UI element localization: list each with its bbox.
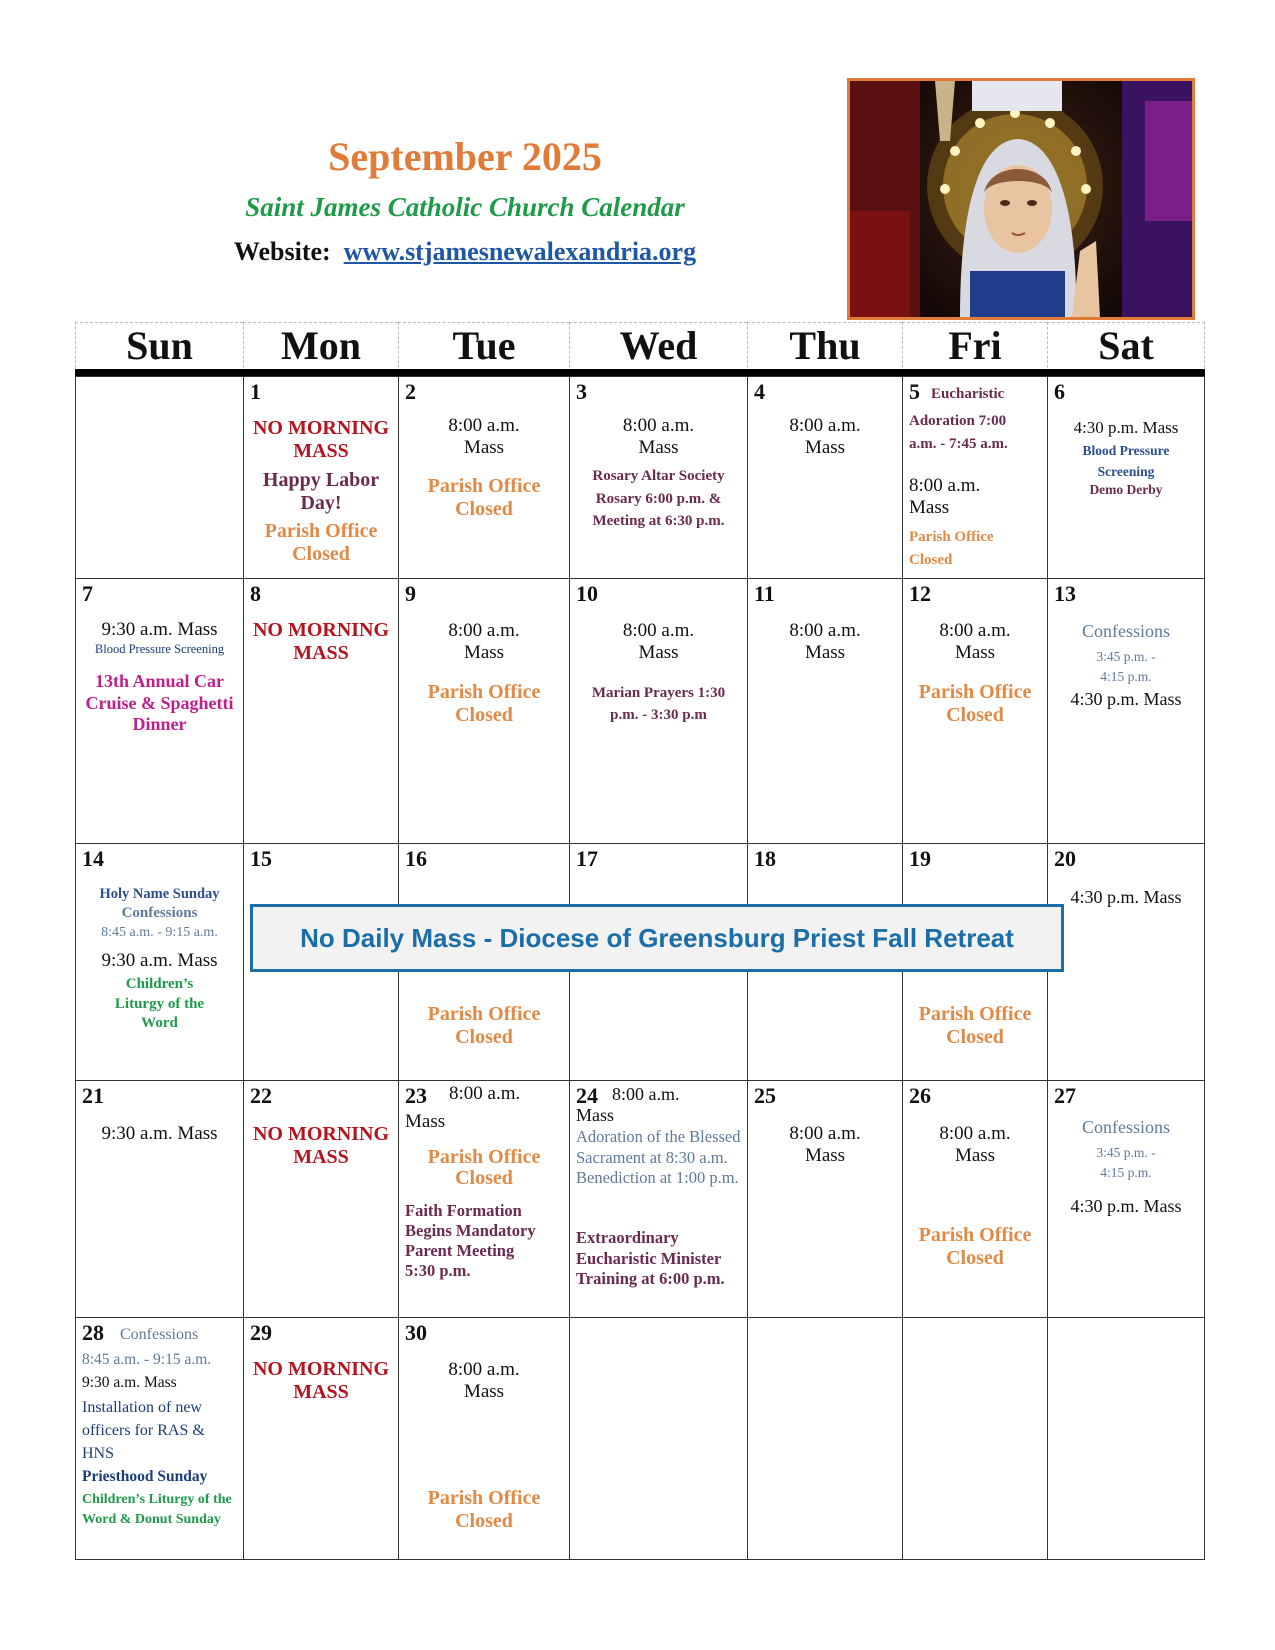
mass-time: 8:00 a.m. Mass [448, 1359, 520, 1403]
day-cell-empty [902, 1317, 1047, 1560]
website-line [0, 237, 930, 267]
day-cell-21[interactable] [75, 1080, 243, 1317]
day-number: 16 [405, 846, 427, 871]
day-cell-4[interactable] [747, 376, 902, 578]
mass-time: 9:30 a.m. Mass [101, 619, 218, 640]
parish-office-closed: Parish Office Closed [918, 1224, 1032, 1270]
day-cell-8[interactable] [243, 578, 398, 843]
mass-time: 8:00 a.m. Mass [789, 1123, 861, 1167]
day-number: 1 [250, 379, 261, 404]
confessions-time: 3:45 p.m. - 4:15 p.m. [1096, 649, 1156, 685]
day-cell-27[interactable] [1047, 1080, 1205, 1317]
day-cell-22[interactable] [243, 1080, 398, 1317]
month-title: September 2025 [328, 134, 602, 179]
eucharistic-minister-training: Extraordinary Eucharistic Minister Training at 6:00 p.m. [576, 1228, 725, 1289]
weekday-mon: Mon [243, 322, 398, 368]
day-cell-10[interactable] [569, 578, 747, 843]
day-number: 24 [576, 1083, 598, 1108]
mass-label: Mass [405, 1111, 446, 1132]
mass-time: 8:00 a.m. [449, 1083, 521, 1104]
mass-time: 8:00 a.m. Mass [622, 415, 695, 459]
day-number: 11 [754, 581, 775, 606]
mass-time: 8:00 a.m. Mass [939, 1123, 1011, 1167]
day-cell-3[interactable] [569, 376, 747, 578]
day-number: 5 [909, 379, 920, 404]
mass-time: 4:30 p.m. Mass [1070, 1196, 1182, 1216]
no-morning-mass: NO MORNING MASS [252, 619, 390, 665]
day-number: 14 [82, 846, 104, 871]
priest-retreat-banner: No Daily Mass - Diocese of Greensburg Priest Fall Retreat [250, 904, 1064, 972]
confessions: Confessions [1081, 1117, 1170, 1137]
day-cell-30[interactable] [398, 1317, 569, 1560]
marian-prayers: Marian Prayers 1:30 p.m. - 3:30 p.m [591, 685, 726, 723]
adoration-time: Adoration 7:00 a.m. - 7:45 a.m. [909, 413, 1008, 452]
parish-office-closed: Parish Office Closed [427, 1146, 541, 1189]
day-cell-24[interactable] [569, 1080, 747, 1317]
day-number: 28 [82, 1320, 104, 1345]
day-number: 27 [1054, 1083, 1076, 1108]
day-cell-7[interactable] [75, 578, 243, 843]
mass-time: 8:00 a.m. Mass [622, 620, 695, 664]
mass-time: 4:30 p.m. Mass [1073, 418, 1179, 437]
holy-name-sunday: Holy Name Sunday [99, 886, 220, 902]
day-number: 9 [405, 581, 416, 606]
confessions: Confessions [120, 1326, 199, 1343]
weekday-fri: Fri [902, 322, 1047, 368]
parish-office-closed: Parish Office Closed [918, 1003, 1032, 1049]
confessions-time: 3:45 p.m. - 4:15 p.m. [1096, 1145, 1156, 1181]
day-number: 26 [909, 1083, 931, 1108]
weekday-sat: Sat [1047, 322, 1205, 368]
installation-officers: Installation of new officers for RAS & HNS [82, 1399, 205, 1463]
weekday-sun: Sun [75, 322, 243, 368]
day-cell-28[interactable] [75, 1317, 243, 1560]
day-cell-6[interactable] [1047, 376, 1205, 578]
car-cruise-dinner: 13th Annual Car Cruise & Spaghetti Dinner [85, 671, 234, 735]
day-cell-empty [569, 1317, 747, 1560]
day-cell-14[interactable] [75, 843, 243, 1080]
day-number: 19 [909, 846, 931, 871]
no-morning-mass: NO MORNING MASS [252, 1123, 390, 1169]
mass-time: 8:00 a.m. Mass [448, 415, 520, 459]
day-cell-12[interactable] [902, 578, 1047, 843]
website-link[interactable]: www.stjamesnewalexandria.org [343, 237, 697, 266]
website-label: Website: [233, 237, 331, 266]
blood-pressure-screening: Blood Pressure Screening [1082, 443, 1170, 479]
childrens-liturgy: Children’s Liturgy of the Word [114, 976, 205, 1031]
day-number: 12 [909, 581, 931, 606]
parish-office-closed: Parish Office Closed [918, 681, 1032, 727]
confessions: Confessions [121, 905, 198, 921]
day-number: 6 [1054, 379, 1065, 404]
day-number: 2 [405, 379, 416, 404]
day-number: 29 [250, 1320, 272, 1345]
day-number: 23 [405, 1083, 427, 1108]
weekday-tue: Tue [398, 322, 569, 368]
rosary-altar-society: Rosary Altar Society Rosary 6:00 p.m. & Meeting at 6:30 p.m. [592, 468, 725, 529]
mass-time: 8:00 a.m. Mass [448, 620, 520, 664]
demo-derby: Demo Derby [1089, 482, 1163, 497]
day-number: 15 [250, 846, 272, 871]
day-number: 10 [576, 581, 598, 606]
day-cell-5[interactable] [902, 376, 1047, 578]
mass-time: 9:30 a.m. Mass [101, 1123, 218, 1144]
day-cell-2[interactable] [398, 376, 569, 578]
stained-glass-mary-image [847, 78, 1195, 320]
church-name: Saint James Catholic Church Calendar [245, 192, 685, 222]
confessions-time: 8:45 a.m. - 9:15 a.m. [82, 1351, 212, 1368]
mass-time: 9:30 a.m. Mass [82, 1374, 177, 1391]
faith-formation: Faith Formation Begins Mandatory Parent Meeting 5:30 p.m. [405, 1201, 536, 1281]
day-cell-empty [75, 376, 243, 578]
mass-label: Mass [576, 1105, 615, 1125]
parish-office-closed: Parish Office Closed [427, 475, 541, 521]
parish-office-closed: Parish Office Closed [909, 529, 994, 568]
header-divider [75, 369, 1205, 376]
day-number: 8 [250, 581, 261, 606]
adoration-benediction: Adoration of the Blessed Sacrament at 8:30 a.m. Benediction at 1:00 p.m. [576, 1127, 741, 1188]
mass-time: 9:30 a.m. Mass [101, 950, 218, 971]
weekday-wed: Wed [569, 322, 747, 368]
day-number: 13 [1054, 581, 1076, 606]
blood-pressure-screening: Blood Pressure Screening [94, 642, 225, 656]
day-cell-empty [747, 1317, 902, 1560]
day-number: 18 [754, 846, 776, 871]
day-cell-23[interactable] [398, 1080, 569, 1317]
day-number: 21 [82, 1083, 104, 1108]
no-morning-mass: NO MORNING MASS [252, 417, 390, 463]
no-morning-mass: NO MORNING MASS [252, 1358, 390, 1404]
mass-time: 8:00 a.m. Mass [789, 620, 861, 664]
day-number: 17 [576, 846, 598, 871]
childrens-liturgy-donut: Children’s Liturgy of the Word & Donut Sunday [82, 1492, 232, 1528]
day-cell-11[interactable] [747, 578, 902, 843]
mass-time: 8:00 a.m. Mass [909, 475, 981, 519]
eucharistic-label: Eucharistic [931, 386, 1005, 402]
priesthood-sunday: Priesthood Sunday [82, 1468, 208, 1485]
day-number: 30 [405, 1320, 427, 1345]
parish-office-closed: Parish Office Closed [427, 681, 541, 727]
parish-office-closed: Parish Office Closed [427, 1487, 541, 1533]
mass-time: 4:30 p.m. Mass [1070, 887, 1182, 907]
parish-office-closed: Parish Office Closed [264, 520, 378, 566]
day-cell-29[interactable] [243, 1317, 398, 1560]
day-cell-20[interactable] [1047, 843, 1205, 1080]
day-number: 3 [576, 379, 587, 404]
day-number: 20 [1054, 846, 1076, 871]
mass-time: 8:00 a.m. [612, 1084, 680, 1104]
labor-day: Happy Labor Day! [262, 469, 380, 515]
day-number: 7 [82, 581, 93, 606]
day-number: 22 [250, 1083, 272, 1108]
mass-time: 8:00 a.m. Mass [939, 620, 1011, 664]
day-cell-26[interactable] [902, 1080, 1047, 1317]
confessions: Confessions [1081, 621, 1170, 641]
day-number: 4 [754, 379, 765, 404]
day-cell-empty [1047, 1317, 1205, 1560]
day-number: 25 [754, 1083, 776, 1108]
day-cell-9[interactable] [398, 578, 569, 843]
parish-office-closed: Parish Office Closed [427, 1003, 541, 1049]
weekday-thu: Thu [747, 322, 902, 368]
mass-time: 8:00 a.m. Mass [789, 415, 861, 459]
mass-time: 4:30 p.m. Mass [1070, 689, 1182, 709]
confessions-time: 8:45 a.m. - 9:15 a.m. [101, 925, 218, 940]
day-cell-13[interactable] [1047, 578, 1205, 843]
day-cell-1[interactable] [243, 376, 398, 578]
day-cell-25[interactable] [747, 1080, 902, 1317]
